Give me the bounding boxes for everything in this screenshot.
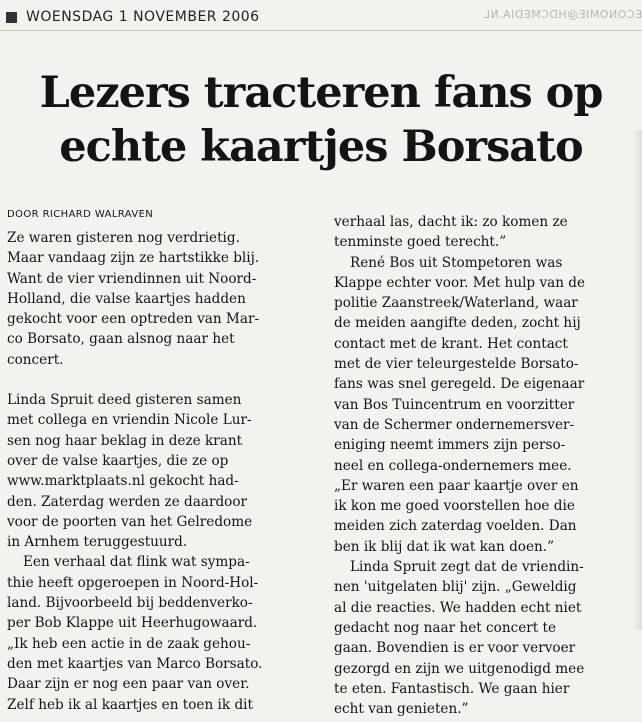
text-line: Daar zijn er nog een paar van over. <box>7 676 250 693</box>
text-line: den met kaartjes van Marco Borsato. <box>7 655 263 672</box>
text-line: verhaal las, dacht ik: zo komen ze <box>334 214 568 230</box>
text-line: concert. <box>7 351 64 368</box>
headline-line: Lezers tracteren fans op <box>39 68 603 118</box>
text-line: ben ik blij dat ik wat kan doen.” <box>334 538 555 555</box>
text-line: met de vier teleurgestelde Borsato- <box>334 356 579 373</box>
article-column-right <box>334 212 634 719</box>
headline-line: echte kaartjes Borsato <box>59 122 583 172</box>
dateline <box>6 7 260 27</box>
page-shadow-edge <box>632 130 642 630</box>
text-line: Maar vandaag zijn ze hartstikke blij. <box>7 250 260 267</box>
text-line: over de valse kaartjes, die ze op <box>7 452 229 469</box>
paragraph <box>334 212 634 253</box>
paragraph <box>7 228 307 370</box>
text-line: Holland, die valse kaartjes hadden <box>7 290 246 307</box>
text-line: voor de poorten van het Gelredome <box>7 513 253 530</box>
text-line: nen 'uitgelaten blij' zijn. „Geweldig <box>334 579 577 596</box>
text-line: te eten. Fantastisch. We gaan hier <box>334 680 570 697</box>
paragraph <box>7 552 307 714</box>
text-line: ik kon me goed voorstellen hoe die <box>334 498 575 515</box>
text-line: gekocht voor een optreden van Mar- <box>7 311 260 328</box>
text-line: sen nog haar beklag in deze krant <box>7 432 243 449</box>
text-line: Linda Spruit deed gisteren samen <box>7 392 242 409</box>
text-line: echt van genieten.” <box>334 701 469 718</box>
text-line: land. Bijvoorbeeld bij beddenverko- <box>7 595 253 612</box>
dateline-text: WOENSDAG 1 NOVEMBER 2006 <box>26 9 260 25</box>
text-line: „Er waren een paar kaartje over en <box>334 477 579 494</box>
text-line: tenminste goed terecht.” <box>334 234 507 251</box>
text-line: gedacht nog naar het concert te <box>334 619 557 636</box>
bleed-through-text: ECONOMIE@HDCMEDIA.NL <box>483 8 642 21</box>
text-line: van Bos Tuincentrum en voorzitter <box>334 396 575 413</box>
text-line: gaan. Bovendien is er voor vervoer <box>334 640 576 657</box>
byline: DOOR RICHARD WALRAVEN <box>7 209 154 220</box>
paragraph <box>334 253 634 557</box>
header-rule <box>0 30 642 31</box>
text-line: thie heeft opgeroepen in Noord-Hol- <box>7 574 259 591</box>
text-line: den. Zaterdag werden ze daardoor <box>7 493 248 510</box>
text-line: fans was snel geregeld. De eigenaar <box>334 376 585 393</box>
paragraph <box>334 557 634 719</box>
article-column-left <box>7 228 307 715</box>
paragraph <box>7 390 307 552</box>
text-line: Zelf heb ik al kaartjes en toen ik dit <box>7 696 253 713</box>
text-line: eniging neemt immers zijn perso- <box>334 437 566 454</box>
text-line: co Borsato, gaan alsnog naar het <box>7 331 235 348</box>
square-bullet-icon <box>6 12 17 23</box>
text-line: Een verhaal dat flink wat sympa- <box>23 554 250 571</box>
text-line: René Bos uit Stompetoren was <box>350 254 563 271</box>
text-line: Ze waren gisteren nog verdrietig. <box>7 230 240 246</box>
text-line: www.marktplaats.nl gekocht had- <box>7 473 239 490</box>
text-line: meiden zich zaterdag voelden. Dan <box>334 518 577 535</box>
text-line: per Bob Klappe uit Heerhugowaard. <box>7 615 258 632</box>
text-line: Want de vier vriendinnen uit Noord- <box>7 270 257 287</box>
headline <box>0 66 642 174</box>
text-line: „Ik heb een actie in de zaak gehou- <box>7 635 251 652</box>
text-line: politie Zaanstreek/Waterland, waar <box>334 295 578 312</box>
text-line: van de Schermer ondernemersver- <box>334 416 575 433</box>
text-line: contact met de krant. Het contact <box>334 335 568 352</box>
text-line: met collega en vriendin Nicole Lur- <box>7 412 252 429</box>
text-line: in Arnhem teruggestuurd. <box>7 534 188 551</box>
text-line: Klappe echter voor. Met hulp van de <box>334 274 586 291</box>
text-line: Linda Spruit zegt dat de vriendin- <box>350 559 584 576</box>
text-line: gezorgd en zijn we uitgenodigd mee <box>334 660 585 677</box>
text-line: neel en collega-ondernemers mee. <box>334 457 572 474</box>
text-line: al die reacties. We hadden echt niet <box>334 599 582 616</box>
text-line: de meiden aangifte deden, zocht hij <box>334 315 581 332</box>
